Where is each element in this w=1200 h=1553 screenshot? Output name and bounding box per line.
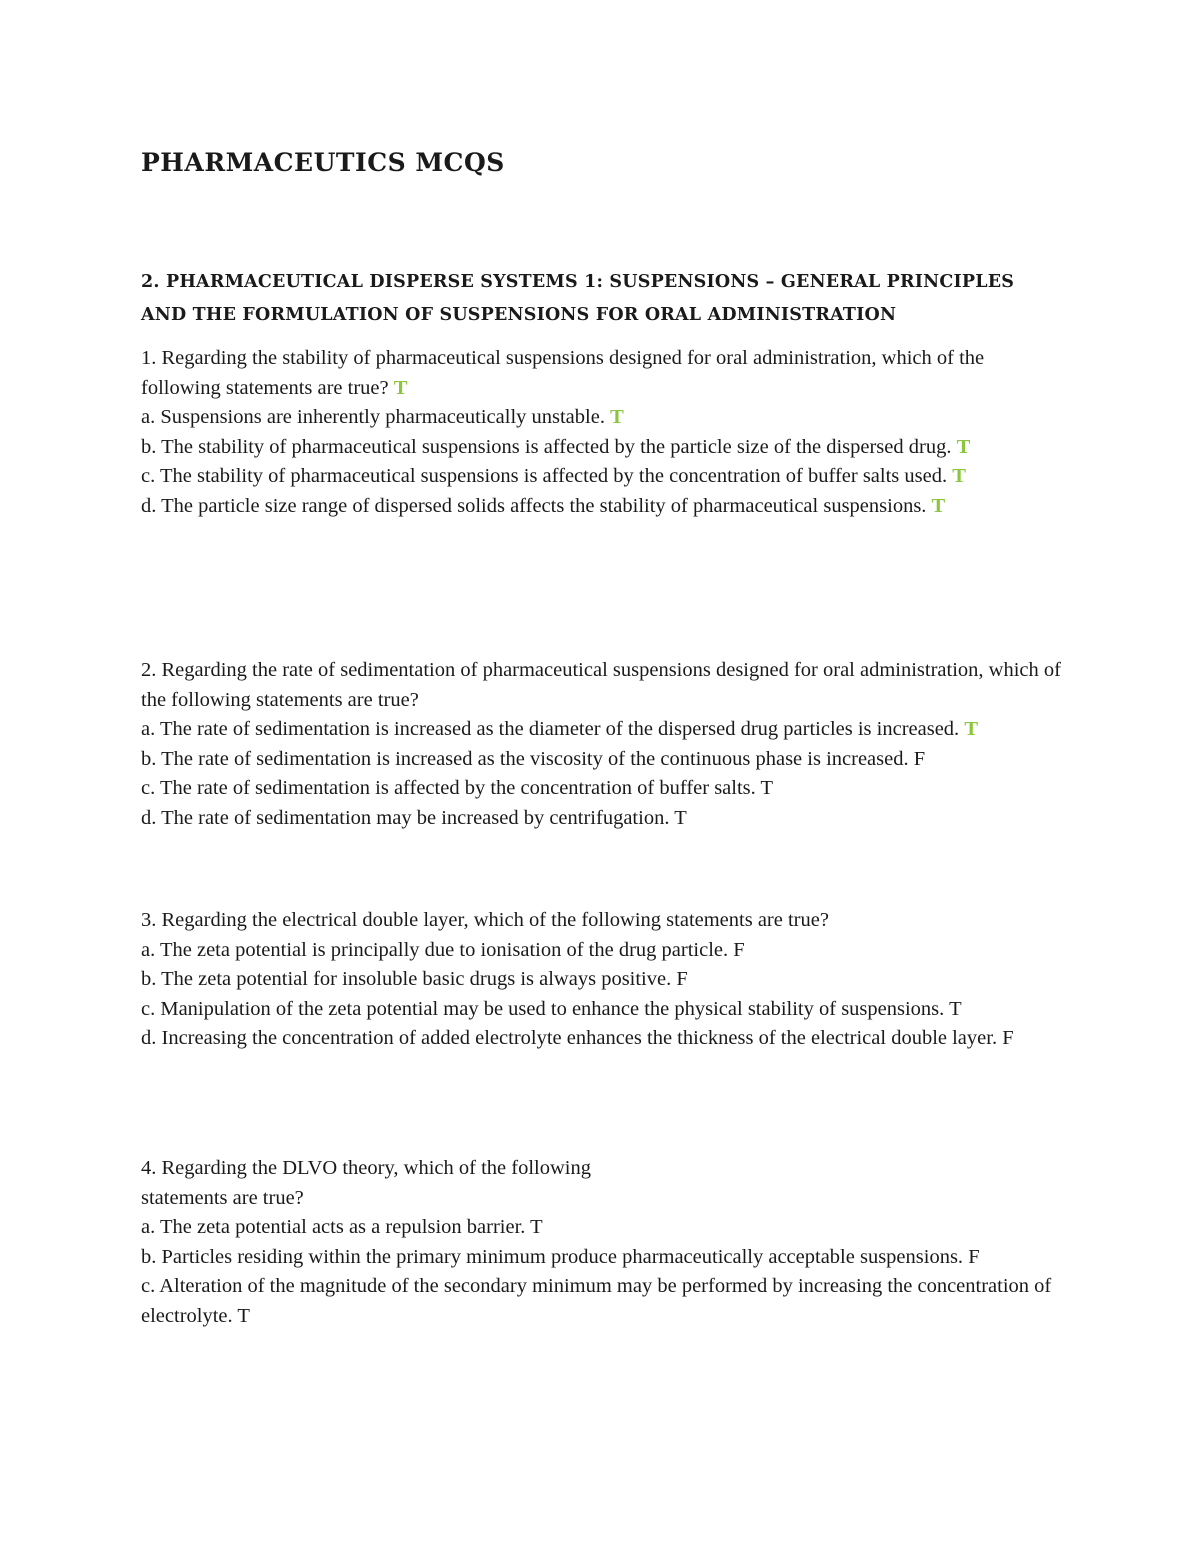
answer-mark: T (931, 494, 946, 517)
answer-mark: T (760, 777, 774, 799)
answer-mark: T (237, 1304, 250, 1327)
question-3 (141, 906, 1061, 1054)
option-a: a. The zeta potential is principally due to ionisation of the drug particle. F (141, 938, 745, 961)
question-stem: 3. Regarding the electrical double layer, which of the following statements are true? (141, 909, 829, 931)
answer-mark: T (964, 718, 978, 740)
option-c: c. Alteration of the magnitude of the secondary minimum may be performed by increasing the concentration of electrolyte. T (141, 1275, 1052, 1327)
answer-mark: T (610, 406, 624, 428)
answer-mark: T (956, 435, 971, 458)
option-b: b. The stability of pharmaceutical suspensions is affected by the particle size of the dispersed drug. T (141, 435, 971, 458)
answer-mark: F (968, 1245, 980, 1268)
question-stem-line-2: statements are true? (141, 1186, 304, 1209)
option-b: b. The zeta potential for insoluble basic drugs is always positive. F (141, 968, 688, 990)
question-stem-line-1: 4. Regarding the DLVO theory, which of the following (141, 1157, 591, 1179)
question-1 (141, 344, 1061, 521)
option-c: c. Manipulation of the zeta potential may be used to enhance the physical stability of suspensions. T (141, 997, 962, 1020)
document-title: PHARMACEUTICS MCQS (141, 148, 505, 177)
option-a: a. The zeta potential acts as a repulsion barrier. T (141, 1216, 543, 1238)
question-4 (141, 1154, 1061, 1331)
question-stem: 2. Regarding the rate of sedimentation of pharmaceutical suspensions designed for oral administration, which of the following statements are true? (141, 659, 1061, 711)
section-heading: 2. PHARMACEUTICAL DISPERSE SYSTEMS 1: SUSPENSIONS – GENERAL PRINCIPLES AND THE FORMULATION OF SUSPENSIONS FOR ORAL ADMINISTRATION (141, 272, 1015, 325)
answer-mark: T (674, 806, 687, 829)
answer-mark: T (949, 997, 962, 1020)
option-d: d. Increasing the concentration of added electrolyte enhances the thickness of the electrical double layer. F (141, 1027, 1014, 1049)
option-a: a. Suspensions are inherently pharmaceutically unstable. T (141, 406, 624, 428)
question-2 (141, 656, 1061, 833)
answer-mark: T (952, 465, 966, 487)
option-b: b. The rate of sedimentation is increased as the viscosity of the continuous phase is increased. F (141, 747, 926, 770)
option-a: a. The rate of sedimentation is increased as the diameter of the dispersed drug particles is increased. T (141, 718, 978, 740)
answer-mark: T (530, 1216, 543, 1238)
question-stem: 1. Regarding the stability of pharmaceutical suspensions designed for oral administration, which of the following statements are true? T (141, 347, 985, 399)
option-c: c. The stability of pharmaceutical suspensions is affected by the concentration of buffer salts used. T (141, 465, 966, 487)
answer-mark: F (1002, 1027, 1014, 1049)
option-c: c. The rate of sedimentation is affected by the concentration of buffer salts. T (141, 777, 774, 799)
answer-mark: T (393, 376, 408, 399)
answer-mark: F (733, 938, 745, 961)
answer-mark: F (676, 968, 688, 990)
option-d: d. The particle size range of dispersed solids affects the stability of pharmaceutical suspensions. T (141, 494, 946, 517)
answer-mark: F (913, 747, 926, 770)
option-d: d. The rate of sedimentation may be increased by centrifugation. T (141, 806, 687, 829)
option-b: b. Particles residing within the primary minimum produce pharmaceutically acceptable suspensions. F (141, 1245, 980, 1268)
